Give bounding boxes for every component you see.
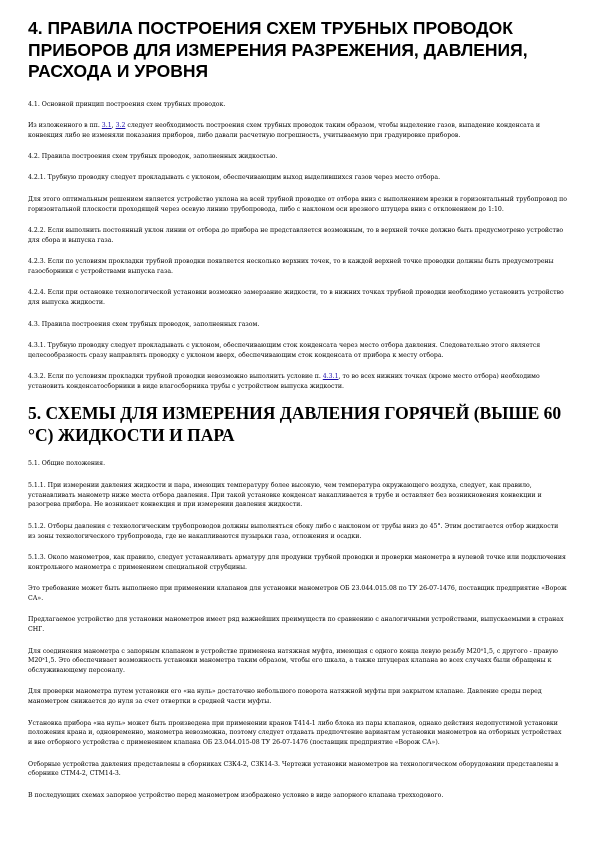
paragraph-text: , то во всех нижних точках (кроме место отбора) необходимо установить конденсатосборники в виде влагосборника трубы с устройством выпуска жидкости.: [28, 373, 540, 390]
link-section-3-2[interactable]: 3.2: [115, 121, 126, 129]
separator-text: ,: [111, 121, 116, 129]
paragraph-5-zero-check: Для проверки манометра путем установки его «на нуль» достаточно небольшого поворота натяжной муфты при закрытом клапане. Давление среды перед манометром снижается до нуля за счет отвертки в средней части муфты.: [28, 688, 542, 706]
paragraph-4-2: 4.2. Правила построения схем трубных проводок, заполненных жидкостью.: [28, 153, 278, 161]
paragraph-5-1-1: 5.1.1. При измерении давления жидкости и пара, имеющих температуру более высокую, чем температура окружающего воздуха, следует, как правило, устанавливать манометр ниже места отбора давления. При такой установке конденсат накапливается в трубе и оставляет без возникновения конвекции и разогрева прибора. Не возникает конвекция и при измерении давления жидкости.: [28, 481, 542, 509]
paragraph-text: 4.3.2. Если по условиям прокладки трубной проводки невозможно выполнить условие п.: [28, 373, 323, 381]
paragraph-4-2-3: 4.2.3. Если по условиям прокладки трубной проводки появляется несколько верхних точек, то в каждой верхней точке проводки должны быть предусмотрены газосборники с устройствами выпуска газа.: [28, 258, 554, 276]
paragraph-5-coupling: Для соединения манометра с запорным клапаном в устройстве применена натяжная муфта, имеющая с одного конца левую резьбу М20˟1,5, с другого - правую М20˟1,5. Это обеспечивает возможность установки манометра таким образом, чтобы его шкала, а также штуцерах клапана во всех случаях были обращены к обслуживающему персоналу.: [28, 647, 558, 675]
link-section-4-3-1[interactable]: 4.3.1: [322, 373, 339, 381]
paragraph-5-1-2: 5.1.2. Отборы давления с технологическим трубопроводов должны выполняться сбоку либо с наклоном от трубы вниз до 45°. Этим достигается отбор жидкости из зоны технологического трубопровода, где не накапливаются пузырьки газа, отложения и осадки.: [28, 522, 559, 540]
paragraph-4-2-1-note: Для этого оптимальным решением является устройство уклона на всей трубной проводке от отбора вниз с выполнением врезки в горизонтальный трубопровод по горизонтальной плоскости проходящей через осевую линию трубопровода, либо с наклоном оси врезного штуцера вниз с отклонением до 1:10.: [28, 195, 567, 213]
section-5-heading: 5. СХЕМЫ ДЛЯ ИЗМЕРЕНИЯ ДАВЛЕНИЯ ГОРЯЧЕЙ (ВЫШЕ 60 °С) ЖИДКОСТИ И ПАРА: [28, 403, 562, 445]
paragraph-5-1-3: 5.1.3. Около манометров, как правило, следует устанавливать арматуру для продувки трубной проводки и проверки манометра в нулевой точке или подключения контрольного манометра с применением специальной струбцины.: [28, 553, 566, 571]
paragraph-4-3-2: [28, 372, 567, 392]
link-section-3-1[interactable]: 3.1: [101, 121, 112, 129]
paragraph-5-collections: Отборные устройства давления представлены в сборниках СЗК4-2, СЗК14-3. Чертежи установки манометров на технологическом оборудовании представлены в сборнике СТМ4-2, СТМ14-3.: [28, 760, 559, 778]
paragraph-4-2-4: 4.2.4. Если при остановке технологической установки возможно замерзание жидкости, то в нижних точках трубной проводки необходимо установить устройство для выпуска жидкости.: [28, 289, 564, 307]
paragraph-5-zero-setting: Установка прибора «на нуль» может быть произведена при применении кранов Т414-1 либо блока из пары клапанов, однако действия недопустимой установки положения крана и, одновременно, манометра невозможна, поэтому следует отдавать предпочтение вариантам установки манометров на отборных устройствах и вне отборного устройства с применением клапана ОБ 23.044.015-08 ТУ 26-07-1476 (поставщик предприятие «Ворож СА»).: [28, 719, 562, 747]
paragraph-4-3-1: 4.3.1. Трубную проводку следует прокладывать с уклоном, обеспечивающим сток конденсата через место отбора давления. Следовательно этого является целесообразность сразу направлять проводку с уклоном вверх, обеспечивающим сток конденсата от прибора к месту отбора.: [28, 342, 541, 359]
section-4-heading: 4. ПРАВИЛА ПОСТРОЕНИЯ СХЕМ ТРУБНЫХ ПРОВОДОК ПРИБОРОВ ДЛЯ ИЗМЕРЕНИЯ РАЗРЕЖЕНИЯ, ДАВЛЕНИЯ, РАСХОДА И УРОВНЯ: [28, 18, 528, 81]
paragraph-text: следует необходимость построения схем трубных проводок таким образом, чтобы выделение газов, выпадение конденсата и конвекция либо не изменяли показания приборов, либо давали расчетную погрешность, учитываемую при градуировке приборов.: [28, 121, 541, 139]
paragraph-4-1-body: [28, 121, 567, 141]
paragraph-4-1: 4.1. Основной принцип построения схем трубных проводок.: [28, 100, 226, 108]
paragraph-5-1: 5.1. Общие положения.: [28, 460, 106, 468]
paragraph-5-advantages: Предлагаемое устройство для установки манометров имеет ряд важнейших преимуществ по сравнению с аналогичными устройствами, выпускаемыми в странах СНГ.: [28, 616, 564, 634]
paragraph-4-2-1: 4.2.1. Трубную проводку следует прокладывать с уклоном, обеспечивающим выход выделившихся газов через место отбора.: [28, 174, 441, 182]
paragraph-4-3: 4.3. Правила построения схем трубных проводок, заполненных газом.: [28, 320, 260, 328]
paragraph-4-2-2: 4.2.2. Если выполнить постоянный уклон линии от отбора до прибора не представляется возможным, то в верхней точке должно быть предусмотрено устройство для сбора и выпуска газа.: [28, 227, 564, 244]
paragraph-5-valve: Это требование может быть выполнено при применении клапанов для установки манометров ОБ 23.044.015.08 по ТУ 26-07-1476, поставщик предприятие «Ворож СА».: [28, 585, 567, 602]
paragraph-5-schemes-note: В последующих схемах запорное устройство перед манометром изображено условно в виде запорного клапана трехходового.: [28, 791, 444, 799]
paragraph-text: Из изложенного в пп.: [28, 121, 102, 129]
